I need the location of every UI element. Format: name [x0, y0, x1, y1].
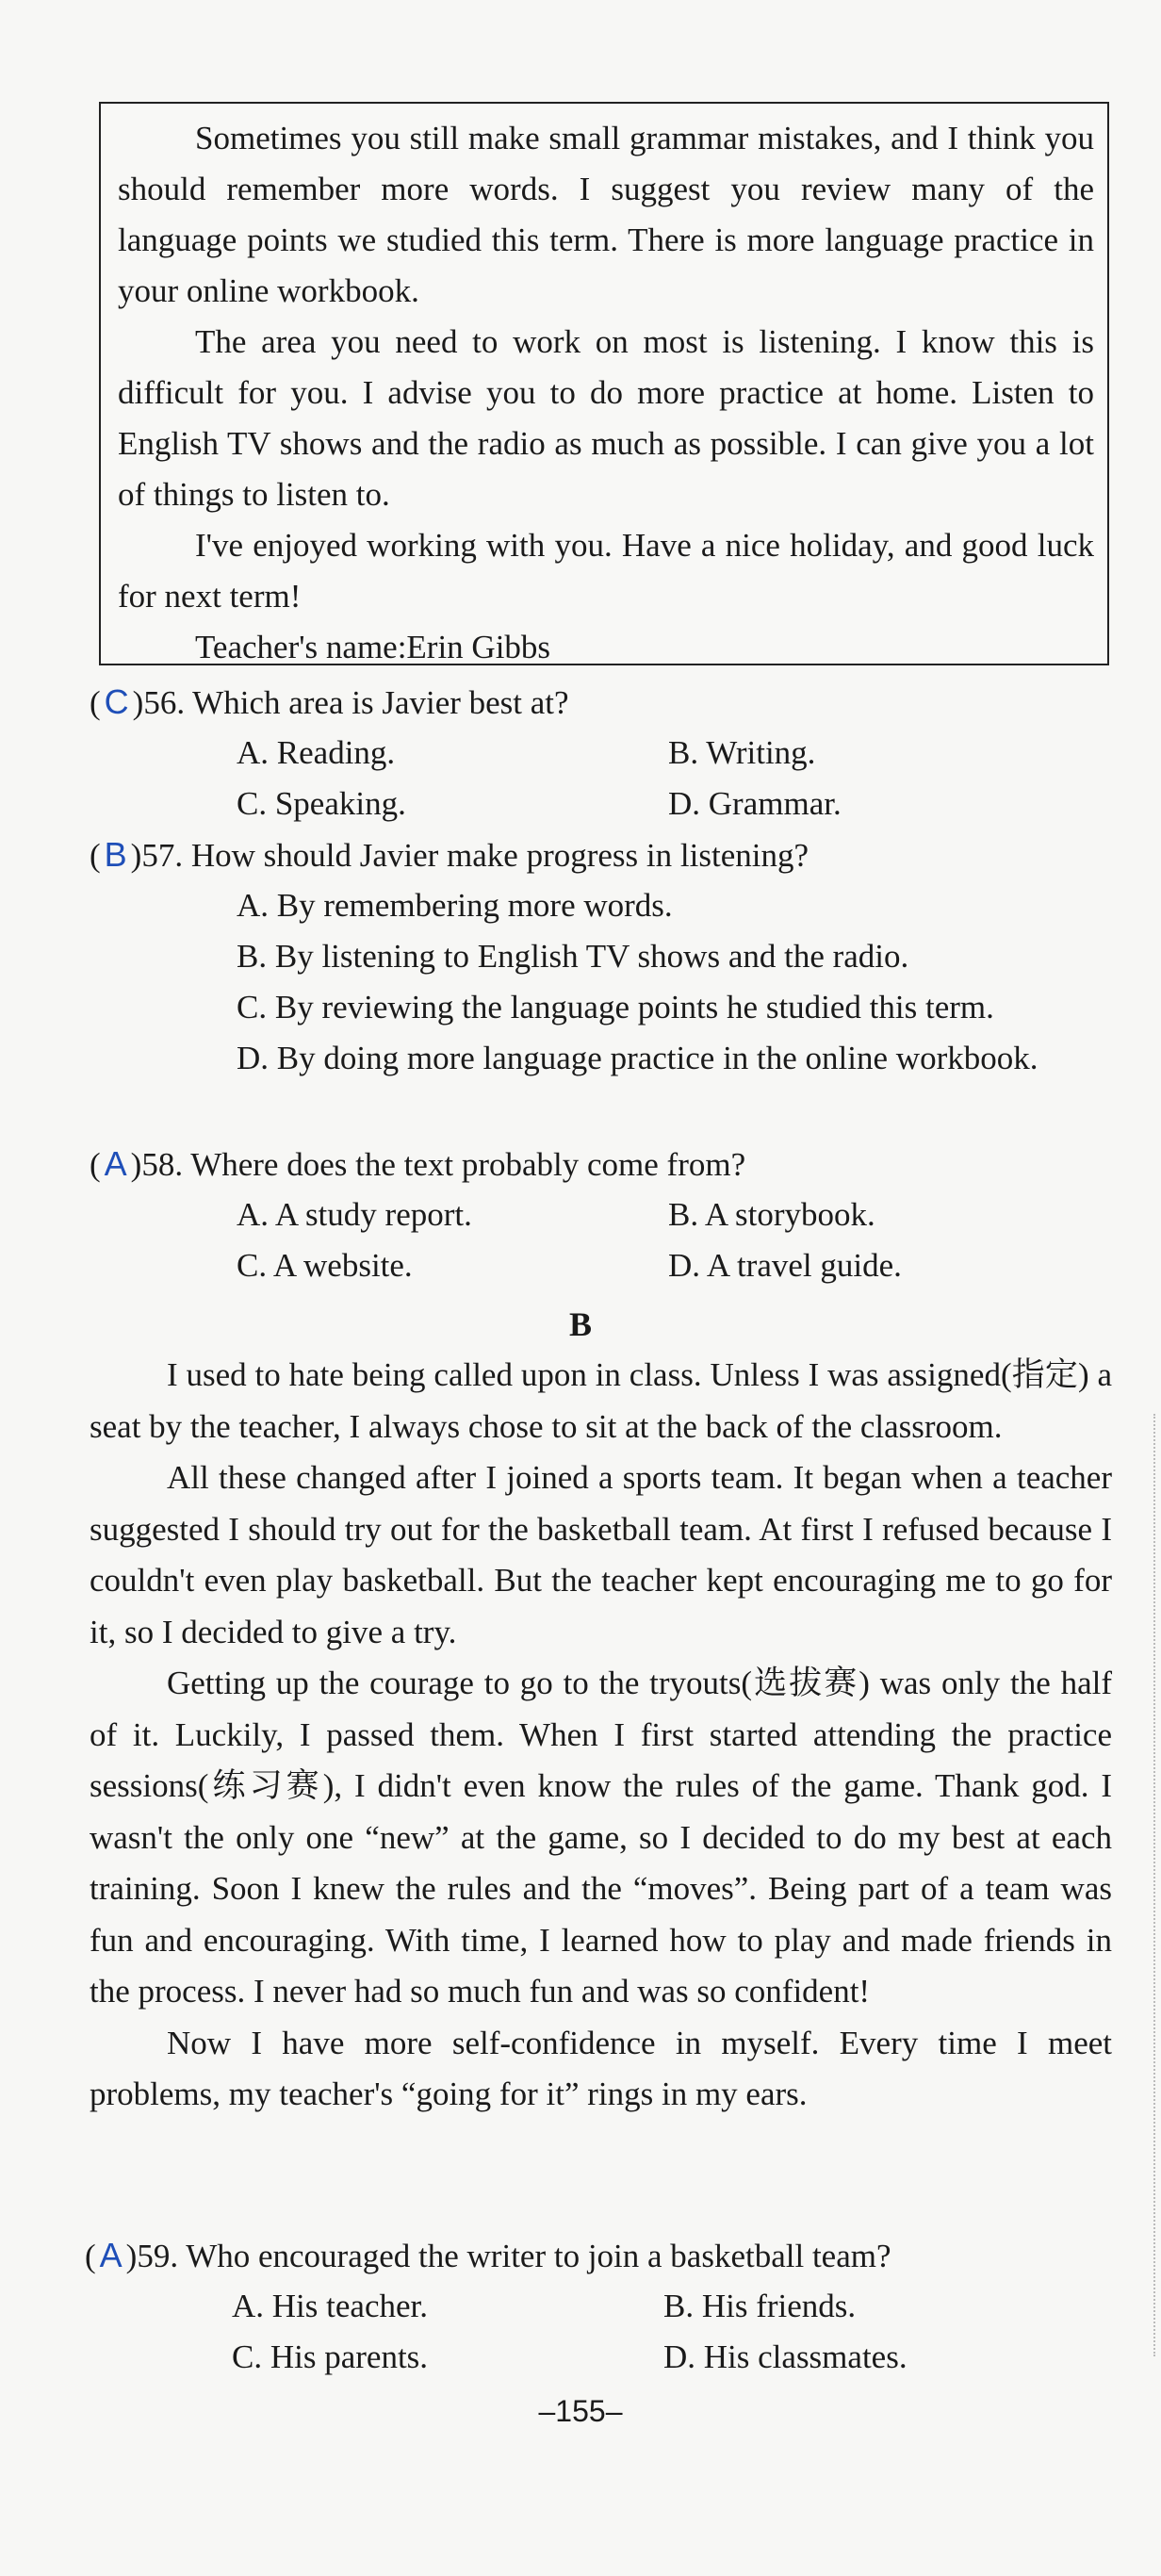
page-number: –155–: [538, 2394, 623, 2428]
question-text: 58. Where does the text probably come from?: [141, 1146, 746, 1183]
answer-mark: C: [104, 682, 129, 721]
question-58: [90, 1139, 1117, 1291]
option-d: D. A travel guide.: [668, 1247, 902, 1284]
option-c: C. His parents.: [232, 2338, 429, 2375]
letter-signature: Teacher's name:Erin Gibbs: [195, 629, 551, 665]
answer-paren-open: (: [90, 1146, 101, 1183]
page-edge-dots: [1153, 1414, 1156, 2356]
section-heading: B: [568, 1305, 592, 1343]
question-59: [85, 2230, 1112, 2383]
answer-mark: B: [104, 835, 127, 874]
question-stem: [85, 2230, 1112, 2281]
question-stem: [90, 1139, 1117, 1190]
answer-paren-open: (: [85, 2238, 96, 2274]
answer-paren-close: ): [130, 837, 142, 874]
options: [90, 728, 1117, 829]
option-b: B. Writing.: [668, 734, 816, 771]
question-text: 57. How should Javier make progress in listening?: [141, 837, 809, 874]
option-c: C. By reviewing the language points he studied this term.: [237, 989, 994, 1025]
passage-paragraph-4: Now I have more self-confidence in myself. Every time I meet problems, my teacher's “going for it” rings in my ears.: [90, 2024, 1112, 2112]
reading-passage-b: [90, 1350, 1112, 2121]
question-56: [90, 677, 1117, 829]
option-a: A. His teacher.: [232, 2288, 428, 2324]
option-a: A. A study report.: [237, 1196, 472, 1233]
options: [85, 2281, 1112, 2383]
answer-paren-close: ): [132, 684, 144, 721]
option-d: D. By doing more language practice in the online workbook.: [237, 1040, 1038, 1076]
option-c: C. Speaking.: [237, 785, 406, 822]
teacher-letter-box: [99, 102, 1109, 665]
passage-paragraph-2: All these changed after I joined a sports team. It began when a teacher suggested I should try out for the basketball team. At first I refused because I couldn't even play basketball. But the teacher kept encouraging me to go for it, so I decided to give a try.: [90, 1459, 1112, 1650]
letter-paragraph-2: The area you need to work on most is listening. I know this is difficult for you. I advise you to do more practice at home. Listen to English TV shows and the radio as much as possible. I can give you a lot of things to listen to.: [118, 323, 1094, 513]
question-text: 59. Who encouraged the writer to join a basketball team?: [137, 2238, 891, 2274]
option-b: B. His friends.: [663, 2288, 857, 2324]
question-stem: [90, 677, 1117, 728]
passage-paragraph-3: Getting up the courage to go to the tryouts(选拔赛) was only the half of it. Luckily, I passed them. When I first started attending the practice sessions(练习赛), I didn't even know the rules of the game. Thank god. I wasn't the only one “new” at the game, so I decided to do my best at each training. Soon I knew the rules and the “moves”. Being part of a team was fun and encouraging. With time, I learned how to play and made friends in the process. I never had so much fun and was so confident!: [90, 1665, 1112, 2010]
question-text: 56. Which area is Javier best at?: [143, 684, 569, 721]
answer-paren-open: (: [90, 837, 101, 874]
option-b: B. By listening to English TV shows and the radio.: [237, 938, 909, 975]
option-a: A. Reading.: [237, 734, 396, 771]
option-d: D. Grammar.: [668, 785, 842, 822]
answer-mark: A: [99, 2236, 123, 2274]
option-c: C. A website.: [237, 1247, 413, 1284]
answer-paren-open: (: [90, 684, 101, 721]
passage-paragraph-1: I used to hate being called upon in class. Unless I was assigned(指定) a seat by the teacher, I always chose to sit at the back of the classroom.: [90, 1356, 1112, 1445]
answer-mark: A: [104, 1144, 127, 1183]
options: [90, 880, 1117, 1084]
letter-paragraph-3: I've enjoyed working with you. Have a nice holiday, and good luck for next term!: [118, 527, 1094, 615]
question-stem: [90, 829, 1117, 880]
option-a: A. By remembering more words.: [237, 887, 673, 924]
question-57: [90, 829, 1117, 1084]
option-b: B. A storybook.: [668, 1196, 875, 1233]
options: [90, 1190, 1117, 1291]
letter-paragraph-1: Sometimes you still make small grammar mistakes, and I think you should remember more words. I suggest you review many of the language points we studied this term. There is more language practice in your online workbook.: [118, 120, 1094, 309]
answer-paren-close: ): [130, 1146, 142, 1183]
answer-paren-close: ): [125, 2238, 138, 2274]
option-d: D. His classmates.: [663, 2338, 908, 2375]
